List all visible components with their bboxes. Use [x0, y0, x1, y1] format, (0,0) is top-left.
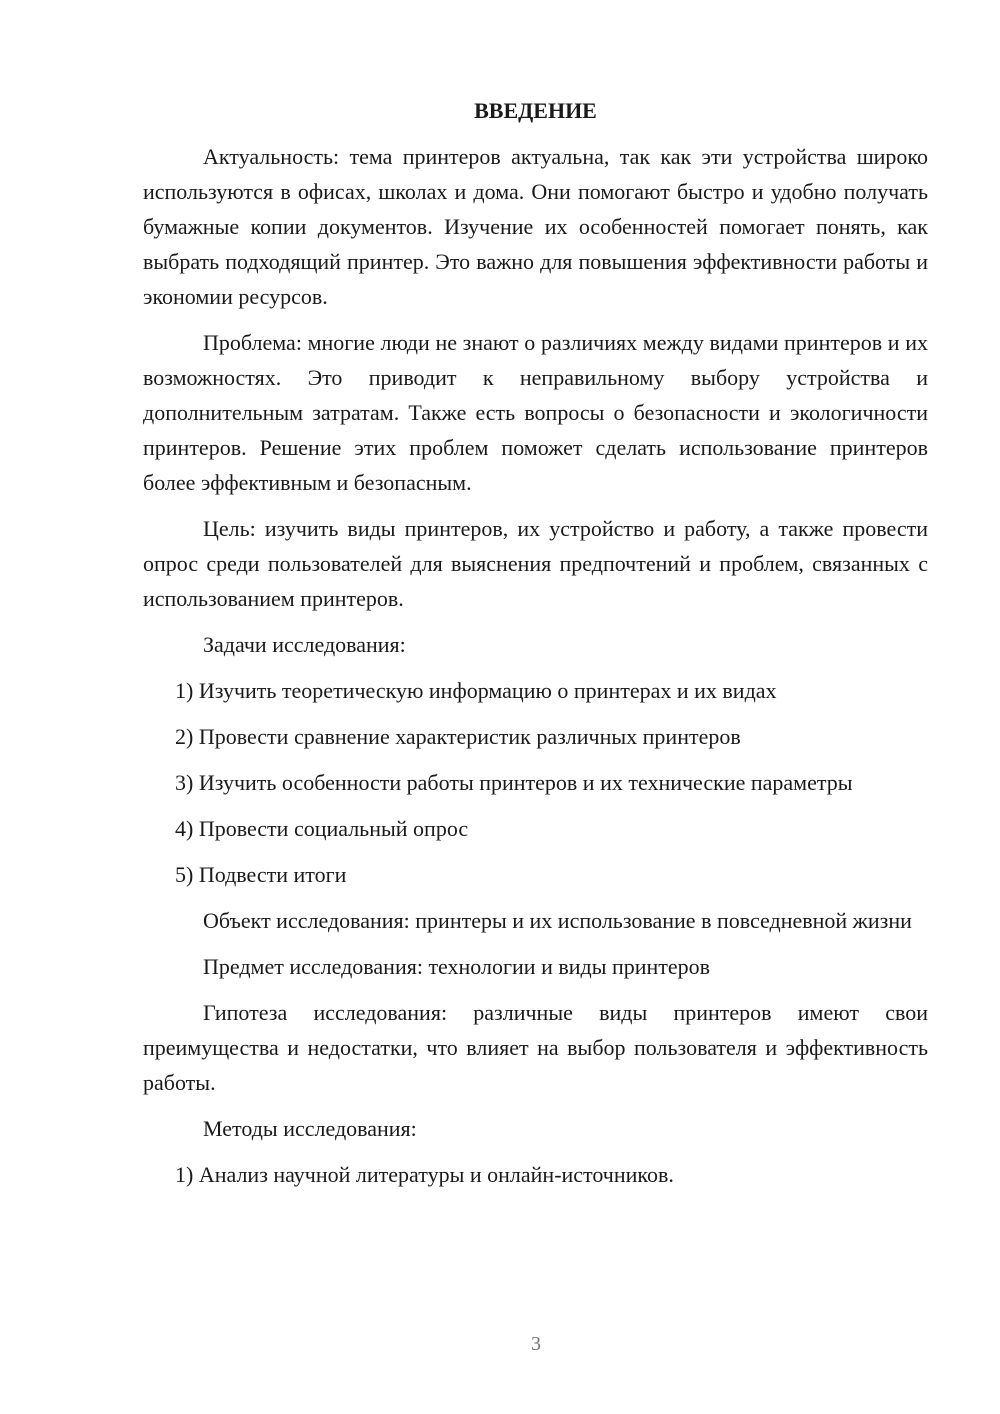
page-number: 3 — [531, 1333, 541, 1355]
paragraph-goal: Цель: изучить виды принтеров, их устройство и работу, а также провести опрос среди пользователей для выяснения предпочтений и проблем, связанных с использованием принтеров. — [143, 516, 928, 611]
paragraph-relevance: Актуальность: тема принтеров актуальна, так как эти устройства широко используются в офисах, школах и дома. Они помогают быстро и удобно получать бумажные копии документов. Изучение их особенностей помогает понять, как выбрать подходящий принтер. Это важно для повышения эффективности работы и экономии ресурсов. — [143, 144, 928, 309]
task-item: 1) Изучить теоретическую информацию о принтерах и их видах — [175, 678, 777, 703]
tasks-heading: Задачи исследования: — [203, 632, 406, 657]
methods-heading: Методы исследования: — [203, 1116, 417, 1141]
paragraph-object: Объект исследования: принтеры и их использование в повседневной жизни — [203, 908, 912, 933]
task-item: 3) Изучить особенности работы принтеров и их технические параметры — [175, 770, 853, 795]
method-item: 1) Анализ научной литературы и онлайн-источников. — [175, 1162, 674, 1187]
section-title: ВВЕДЕНИЕ — [474, 98, 597, 123]
task-item: 2) Провести сравнение характеристик различных принтеров — [175, 724, 741, 749]
paragraph-subject: Предмет исследования: технологии и виды принтеров — [203, 954, 711, 979]
task-item: 4) Провести социальный опрос — [175, 816, 469, 841]
paragraph-problem: Проблема: многие люди не знают о различиях между видами принтеров и их возможностях. Это приводит к неправильному выбору устройства и дополнительным затратам. Также есть вопросы о безопасности и экологичности принтеров. Решение этих проблем поможет сделать использование принтеров более эффективным и безопасным. — [143, 330, 928, 495]
paragraph-hypothesis: Гипотеза исследования: различные виды принтеров имеют свои преимущества и недостатки, что влияет на выбор пользователя и эффективность работы. — [143, 1000, 928, 1095]
task-item: 5) Подвести итоги — [175, 862, 347, 887]
document-page — [143, 93, 928, 1203]
